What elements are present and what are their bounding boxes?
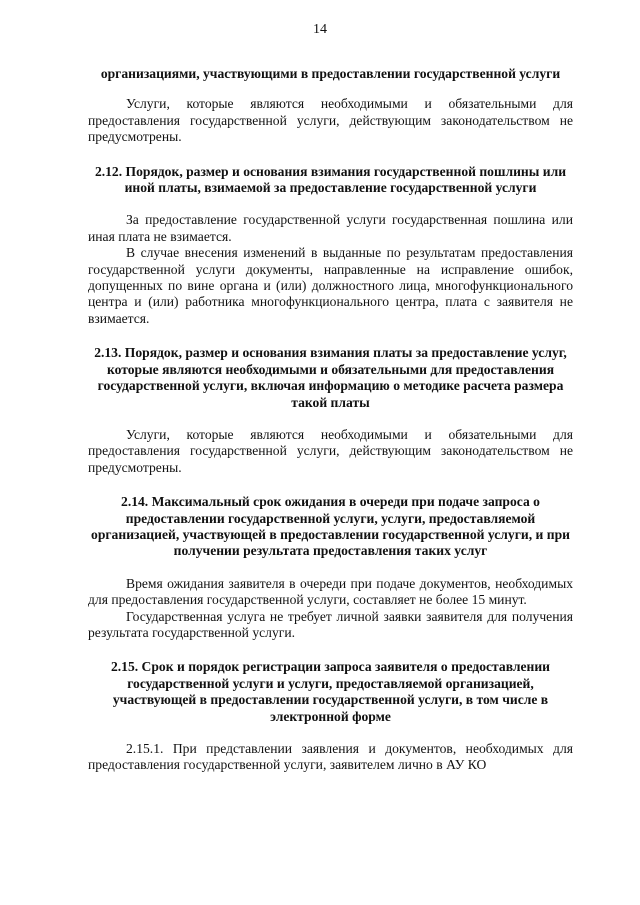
section-heading-2-12: 2.12. Порядок, размер и основания взимания государственной пошлины или иной платы, взимаемой за предоставление государственной услуги	[94, 163, 567, 196]
paragraph: 2.15.1. При представлении заявления и документов, необходимых для предоставления государственной услуги, заявителем лично в АУ КО	[88, 741, 573, 773]
paragraph: Государственная услуга не требует личной заявки заявителя для получения результата государственной услуги.	[88, 608, 573, 640]
paragraph: За предоставление государственной услуги государственная пошлина или иная плата не взимается.	[88, 212, 573, 244]
paragraph: Услуги, которые являются необходимыми и обязательными для предоставления государственной услуги, действующим законодательством не предусмотрены.	[88, 96, 573, 145]
paragraph: Услуги, которые являются необходимыми и обязательными для предоставления государственной услуги, действующим законодательством не предусмотрены.	[88, 426, 573, 475]
paragraph: В случае внесения изменений в выданные по результатам предоставления государственной услуги документы, направленные на исправление ошибок, допущенных по вине органа и (или) должностного лица, многофункционального центра и (или) работника многофункционального центра, плата с заявителя не взимается.	[88, 245, 573, 326]
page-number: 14	[313, 22, 327, 37]
section-heading-continuation: организациями, участвующими в предоставлении государственной услуги	[100, 66, 561, 81]
section-heading-2-13: 2.13. Порядок, размер и основания взимания платы за предоставление услуг, которые являются необходимыми и обязательными для предоставления государственной услуги, включая информацию о методике расчета размера такой платы	[94, 345, 567, 410]
section-heading-2-14: 2.14. Максимальный срок ожидания в очереди при подаче запроса о предоставлении государственной услуги, услуги, предоставляемой организацией, участвующей в предоставлении государственной услуги, и при получении результата предоставления таких услуг	[91, 494, 570, 559]
paragraph: Время ожидания заявителя в очереди при подаче документов, необходимых для предоставления государственной услуги, составляет не более 15 минут.	[88, 575, 573, 608]
section-heading-2-15: 2.15. Срок и порядок регистрации запроса заявителя о предоставлении государственной услуги и услуги, предоставляемой организацией, участвующей в предоставлении государственной услуги, в том числе в электронной форме	[110, 659, 551, 724]
document-body	[88, 66, 573, 774]
